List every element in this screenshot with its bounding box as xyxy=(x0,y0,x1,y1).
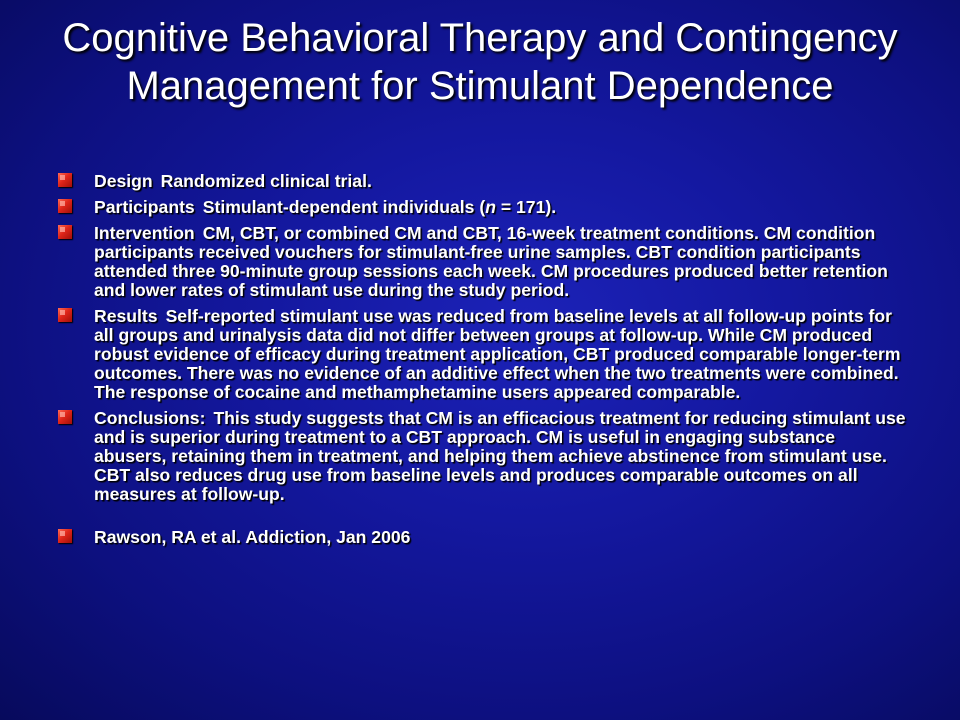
bullet-text: CM, CBT, or combined CM and CBT, 16-week treatment conditions. CM condition participants received vouchers for stimulant-free urine samples. CBT condition participants attended three 90-minute group sessions each week. CM procedures produced better retention and lower rates of stimulant use during the study period. xyxy=(94,223,888,300)
bullet-design xyxy=(58,172,908,191)
bullet-results xyxy=(58,307,908,402)
bullet-citation xyxy=(58,528,908,547)
bullet-conclusions xyxy=(58,409,908,504)
bullet-text: Randomized clinical trial. xyxy=(160,171,372,191)
slide-title: Cognitive Behavioral Therapy and Contingency Management for Stimulant Dependence xyxy=(62,16,898,108)
bullet-square-icon xyxy=(58,308,72,322)
bullet-text: = 171). xyxy=(495,197,557,217)
bullet-label: Participants xyxy=(94,197,195,217)
bullet-participants xyxy=(58,198,908,217)
bullet-intervention xyxy=(58,224,908,300)
bullet-list xyxy=(58,172,908,554)
bullet-square-icon xyxy=(58,225,72,239)
bullet-text-italic: n xyxy=(485,197,496,217)
bullet-square-icon xyxy=(58,173,72,187)
bullet-label: Results xyxy=(94,306,158,326)
bullet-text: Stimulant-dependent individuals ( xyxy=(202,197,486,217)
bullet-text: This study suggests that CM is an efficacious treatment for reducing stimulant use and is superior during treatment to a CBT approach. CM is useful in engaging substance abusers, retaining them in treatment, and helping them achieve abstinence from stimulant use. CBT also reduces drug use from baseline levels and produces comparable outcomes on all measures at follow-up. xyxy=(94,408,906,504)
bullet-square-icon xyxy=(58,529,72,543)
bullet-label: Intervention xyxy=(94,223,195,243)
bullet-square-icon xyxy=(58,199,72,213)
bullet-label: Design xyxy=(94,171,153,191)
bullet-square-icon xyxy=(58,410,72,424)
bullet-label: Conclusions: xyxy=(94,408,206,428)
citation-text: Rawson, RA et al. Addiction, Jan 2006 xyxy=(94,527,411,547)
bullet-text: Self-reported stimulant use was reduced from baseline levels at all follow-up points for all groups and urinalysis data did not differ between groups at follow-up. While CM produced robust evidence of efficacy during treatment application, CBT produced comparable longer-term outcomes. There was no evidence of an additive effect when the two treatments were combined. The response of cocaine and methamphetamine users appeared comparable. xyxy=(94,306,901,402)
